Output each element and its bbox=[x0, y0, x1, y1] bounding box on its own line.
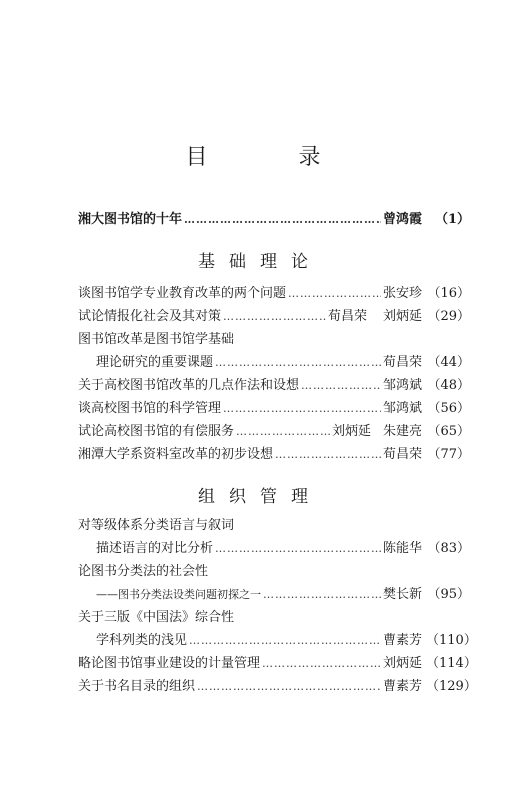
toc-entry[interactable] bbox=[78, 420, 470, 442]
entry-author: 张安珍 bbox=[382, 286, 422, 301]
entry-author: 刘炳延 bbox=[382, 309, 422, 324]
leader-dots bbox=[301, 379, 381, 392]
section-heading: 基础理论 bbox=[198, 252, 322, 272]
entry-author: 陈能华 bbox=[382, 541, 422, 556]
entry-author: 邹鸿斌 bbox=[382, 401, 422, 416]
toc-entry[interactable] bbox=[78, 652, 477, 674]
toc-entry[interactable] bbox=[78, 443, 470, 465]
toc-entry[interactable] bbox=[78, 397, 470, 419]
entry-title: 描述语言的对比分析 bbox=[96, 541, 214, 556]
toc-entry[interactable] bbox=[78, 514, 470, 536]
entry-title: 试论高校图书馆的有偿服务 bbox=[78, 424, 235, 439]
entry-author: 樊长新 bbox=[382, 587, 422, 602]
entry-title: 图书馆改革是图书馆学基础 bbox=[78, 332, 235, 347]
toc-entry[interactable] bbox=[78, 675, 477, 697]
leader-dots bbox=[197, 680, 381, 693]
entry-title: 试论情报化社会及其对策 bbox=[78, 309, 222, 324]
entry-page: （16） bbox=[427, 286, 470, 301]
entry-page: （44） bbox=[427, 355, 470, 370]
entry-page: （114） bbox=[426, 656, 477, 671]
entry-title: 学科列类的浅见 bbox=[96, 633, 188, 648]
entry-title: 谈高校图书馆的科学管理 bbox=[78, 401, 222, 416]
toc-entry[interactable] bbox=[96, 629, 477, 651]
entry-page: （95） bbox=[427, 587, 470, 602]
entry-author: 荀昌荣 bbox=[327, 309, 367, 324]
entry-author: 曹素芳 bbox=[382, 633, 422, 648]
toc-entry[interactable] bbox=[78, 374, 470, 396]
toc-entry[interactable] bbox=[96, 351, 470, 373]
entry-title: 略论图书馆事业建设的计量管理 bbox=[78, 656, 261, 671]
entry-author: 曹素芳 bbox=[382, 679, 422, 694]
entry-author: 朱建亮 bbox=[382, 424, 422, 439]
entry-author: 荀昌荣 bbox=[382, 447, 422, 462]
entry-page: （65） bbox=[427, 424, 470, 439]
entry-page: （83） bbox=[427, 541, 470, 556]
entry-page: （48） bbox=[427, 378, 470, 393]
entry-author: 荀昌荣 bbox=[382, 355, 422, 370]
entry-page: （77） bbox=[427, 447, 470, 462]
leader-dots bbox=[215, 356, 381, 369]
entry-title: 关于书名目录的组织 bbox=[78, 679, 196, 694]
leader-dots bbox=[236, 425, 330, 438]
toc-entry[interactable] bbox=[78, 560, 470, 582]
entry-page: （29） bbox=[427, 309, 470, 324]
entry-title: 对等级体系分类语言与叙词 bbox=[78, 518, 235, 533]
toc-entry[interactable] bbox=[78, 305, 470, 327]
toc-entry[interactable] bbox=[96, 583, 470, 605]
toc-entry[interactable] bbox=[78, 328, 470, 350]
toc-entry[interactable] bbox=[96, 537, 470, 559]
toc-entry[interactable] bbox=[78, 606, 470, 628]
entry-author: 邹鸿斌 bbox=[382, 378, 422, 393]
entry-page: （56） bbox=[427, 401, 470, 416]
leader-dots bbox=[189, 634, 381, 647]
toc-entry[interactable] bbox=[78, 208, 470, 230]
entry-author: 刘炳延 bbox=[382, 656, 422, 671]
leader-dots bbox=[288, 287, 381, 300]
entry-author: 曾鸿霞 bbox=[382, 212, 422, 227]
entry-title: 湘大图书馆的十年 bbox=[78, 212, 183, 227]
entry-page: （1） bbox=[434, 212, 470, 227]
leader-dots bbox=[262, 657, 381, 670]
entry-title: 湘潭大学系资料室改革的初步设想 bbox=[78, 447, 274, 462]
leader-dots bbox=[223, 310, 326, 323]
leader-dots bbox=[275, 448, 381, 461]
leader-dots bbox=[215, 542, 381, 555]
toc-entry[interactable] bbox=[78, 282, 470, 304]
section-heading: 组织管理 bbox=[198, 487, 322, 507]
leader-dots bbox=[263, 588, 381, 601]
leader-dots bbox=[184, 213, 381, 226]
entry-title: 关于三版《中国法》综合性 bbox=[78, 610, 235, 625]
entry-page: （129） bbox=[426, 679, 477, 694]
entry-title: ——图书分类法设类问题初探之一 bbox=[96, 588, 261, 601]
entry-title: 论图书分类法的社会性 bbox=[78, 564, 209, 579]
leader-dots bbox=[223, 402, 381, 415]
entry-page: （110） bbox=[426, 633, 477, 648]
page-title: 目 录 bbox=[185, 145, 363, 170]
entry-title: 谈图书馆学专业教育改革的两个问题 bbox=[78, 286, 287, 301]
entry-author: 刘炳延 bbox=[331, 424, 371, 439]
entry-title: 理论研究的重要课题 bbox=[96, 355, 214, 370]
entry-title: 关于高校图书馆改革的几点作法和设想 bbox=[78, 378, 300, 393]
